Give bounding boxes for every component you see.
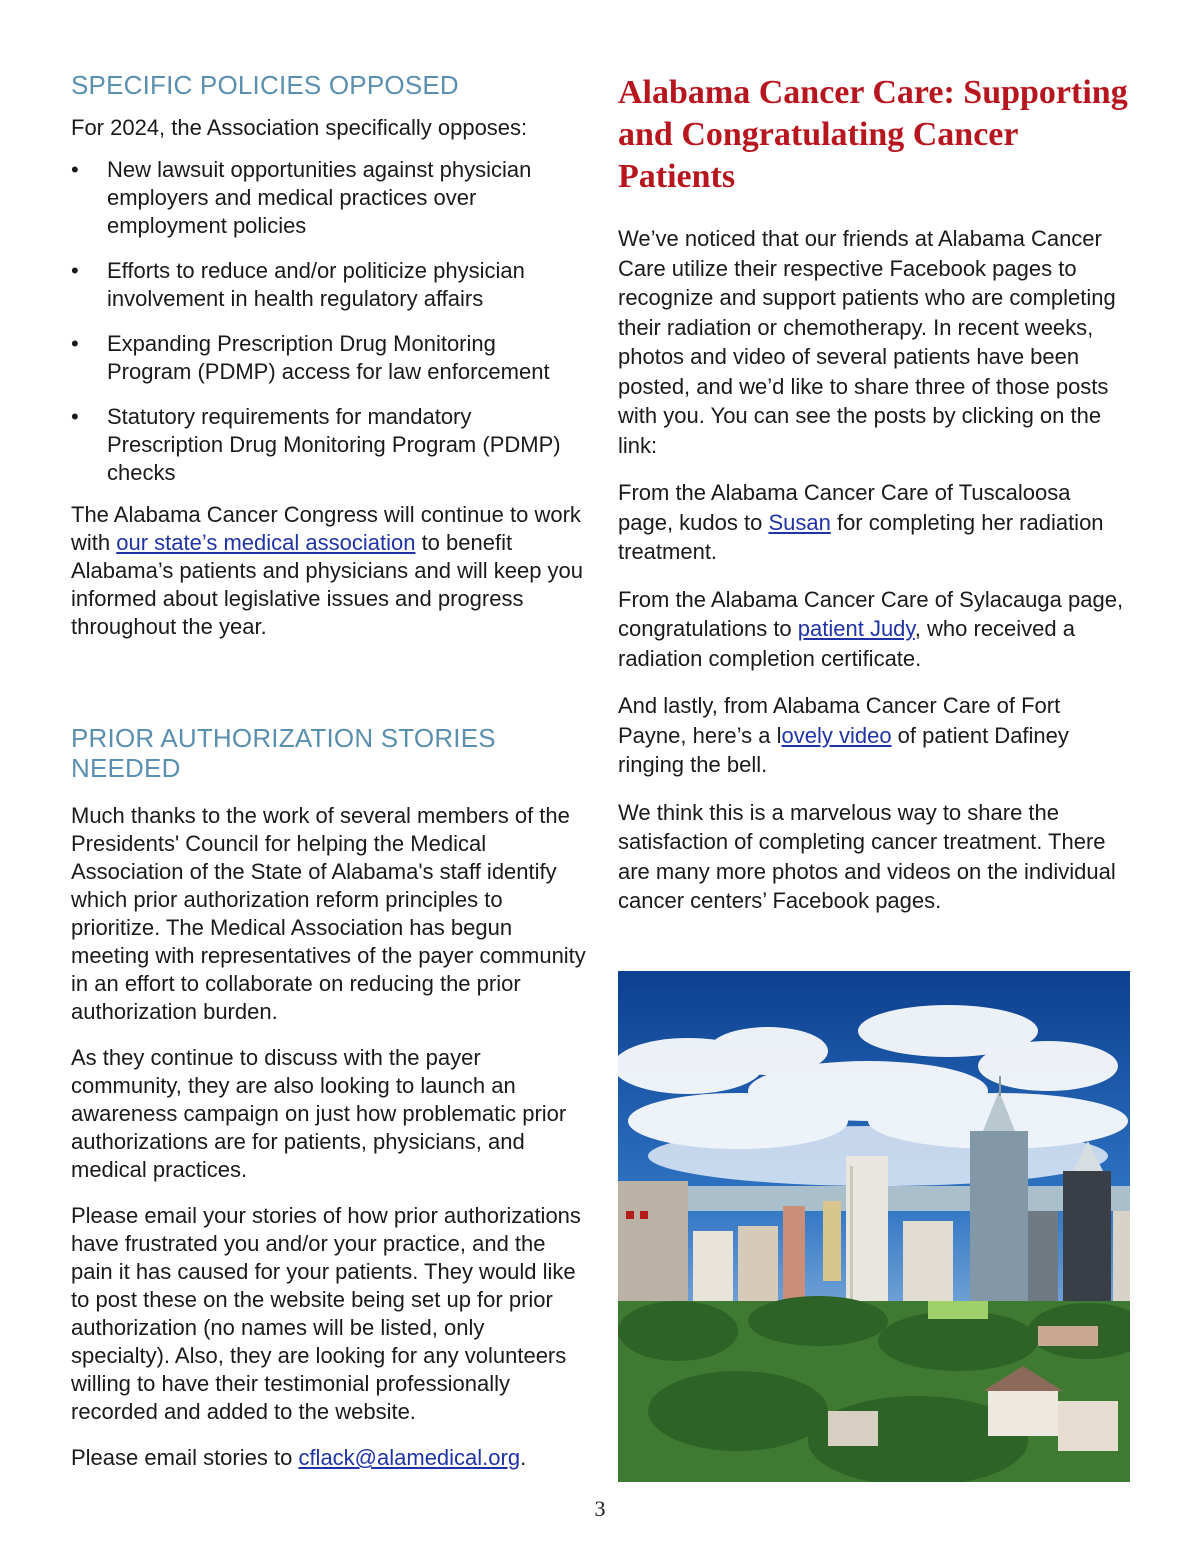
- list-item: [71, 330, 586, 386]
- list-item: [71, 156, 586, 240]
- prior-auth-paragraph-1: Much thanks to the work of several members of the Presidents' Council for helping the Medical Association of the State of Alabama's staff identify which prior authorization reform principles to prioritize. The Medical Association has begun meeting with representatives of the payer community in an effort to collaborate on reducing the prior authorization burden.: [71, 803, 586, 1024]
- policies-heading: SPECIFIC POLICIES OPPOSED: [71, 70, 459, 100]
- fort-payne-text-after: of patient Dafiney ringing the bell.: [618, 722, 1069, 777]
- email-text-before: Please email stories to: [71, 1445, 299, 1470]
- sylacauga-text-after: , who received a radiation completion certificate.: [618, 616, 1075, 671]
- skyline-illustration: [618, 971, 1130, 1482]
- congress-text-after: to benefit Alabama’s patients and physicians and will keep you informed about legislative issues and progress throughout the year.: [71, 530, 584, 639]
- bullet-icon: •: [71, 157, 79, 182]
- right-column: [618, 72, 1130, 916]
- article-title: Alabama Cancer Care: Supporting and Congratulating Cancer Patients: [618, 74, 1128, 195]
- bullet-icon: •: [71, 258, 79, 283]
- email-paragraph: [71, 1444, 586, 1472]
- left-column: [71, 70, 586, 1472]
- list-item-text: New lawsuit opportunities against physician employers and medical practices over employment policies: [107, 157, 532, 238]
- intro-paragraph: We’ve noticed that our friends at Alabama Cancer Care utilize their respective Facebook pages to recognize and support patients who are completing their radiation or chemotherapy. In recent weeks, photos and video of several patients have been posted, and we’d like to share three of those posts with you. You can see the posts by clicking on the link:: [618, 226, 1116, 458]
- bullet-icon: •: [71, 331, 79, 356]
- page-number: 3: [594, 1496, 606, 1521]
- state-medical-association-link[interactable]: our state’s medical association: [116, 530, 416, 555]
- tuscaloosa-paragraph: [618, 478, 1130, 567]
- lovely-video-link[interactable]: ovely video: [781, 722, 892, 748]
- list-item: [71, 257, 586, 313]
- patient-judy-link[interactable]: patient Judy: [797, 616, 915, 641]
- susan-link[interactable]: Susan: [768, 509, 831, 535]
- list-item-text: Expanding Prescription Drug Monitoring Program (PDMP) access for law enforcement: [107, 331, 550, 384]
- list-item: [71, 403, 586, 487]
- prior-auth-paragraph-2: As they continue to discuss with the payer community, they are also looking to launch an awareness campaign on just how problematic prior authorizations are for patients, physicians, and medical practices.: [71, 1045, 567, 1182]
- email-text-after: .: [520, 1445, 527, 1470]
- closing-paragraph: We think this is a marvelous way to share the satisfaction of completing cancer treatment. There are many more photos and videos on the individual cancer centers’ Facebook pages.: [618, 799, 1116, 913]
- city-skyline-photo: [618, 971, 1130, 1482]
- tuscaloosa-text-before: From the Alabama Cancer Care of Tuscaloosa page, kudos to: [618, 480, 1071, 535]
- sylacauga-paragraph: [618, 585, 1130, 674]
- bullet-icon: •: [71, 404, 79, 429]
- policies-intro: For 2024, the Association specifically opposes:: [71, 115, 528, 140]
- congress-paragraph: [71, 501, 586, 641]
- prior-auth-paragraph-3: Please email your stories of how prior authorizations have frustrated you and/or your practice, and the pain it has caused for your patients. They would like to post these on the website being set up for prior authorization (no names will be listed, only specialty). Also, they are looking for any volunteers willing to have their testimonial professionally recorded and added to the website.: [71, 1203, 581, 1424]
- sylacauga-text-before: From the Alabama Cancer Care of Sylacauga page, congratulations to: [618, 586, 1124, 641]
- fort-payne-paragraph: [618, 691, 1130, 780]
- policies-list: [71, 156, 586, 487]
- email-link[interactable]: cflack@alamedical.org: [298, 1445, 521, 1470]
- prior-auth-heading: PRIOR AUTHORIZATION STORIES NEEDED: [71, 723, 496, 783]
- tuscaloosa-text-after: for completing her radiation treatment.: [618, 509, 1104, 564]
- congress-text-before: The Alabama Cancer Congress will continue to work with: [71, 502, 581, 555]
- list-item-text: Statutory requirements for mandatory Prescription Drug Monitoring Program (PDMP) checks: [107, 404, 561, 485]
- fort-payne-text-before: And lastly, from Alabama Cancer Care of Fort Payne, here’s a l: [618, 693, 1061, 748]
- list-item-text: Efforts to reduce and/or politicize physician involvement in health regulatory affairs: [107, 258, 525, 311]
